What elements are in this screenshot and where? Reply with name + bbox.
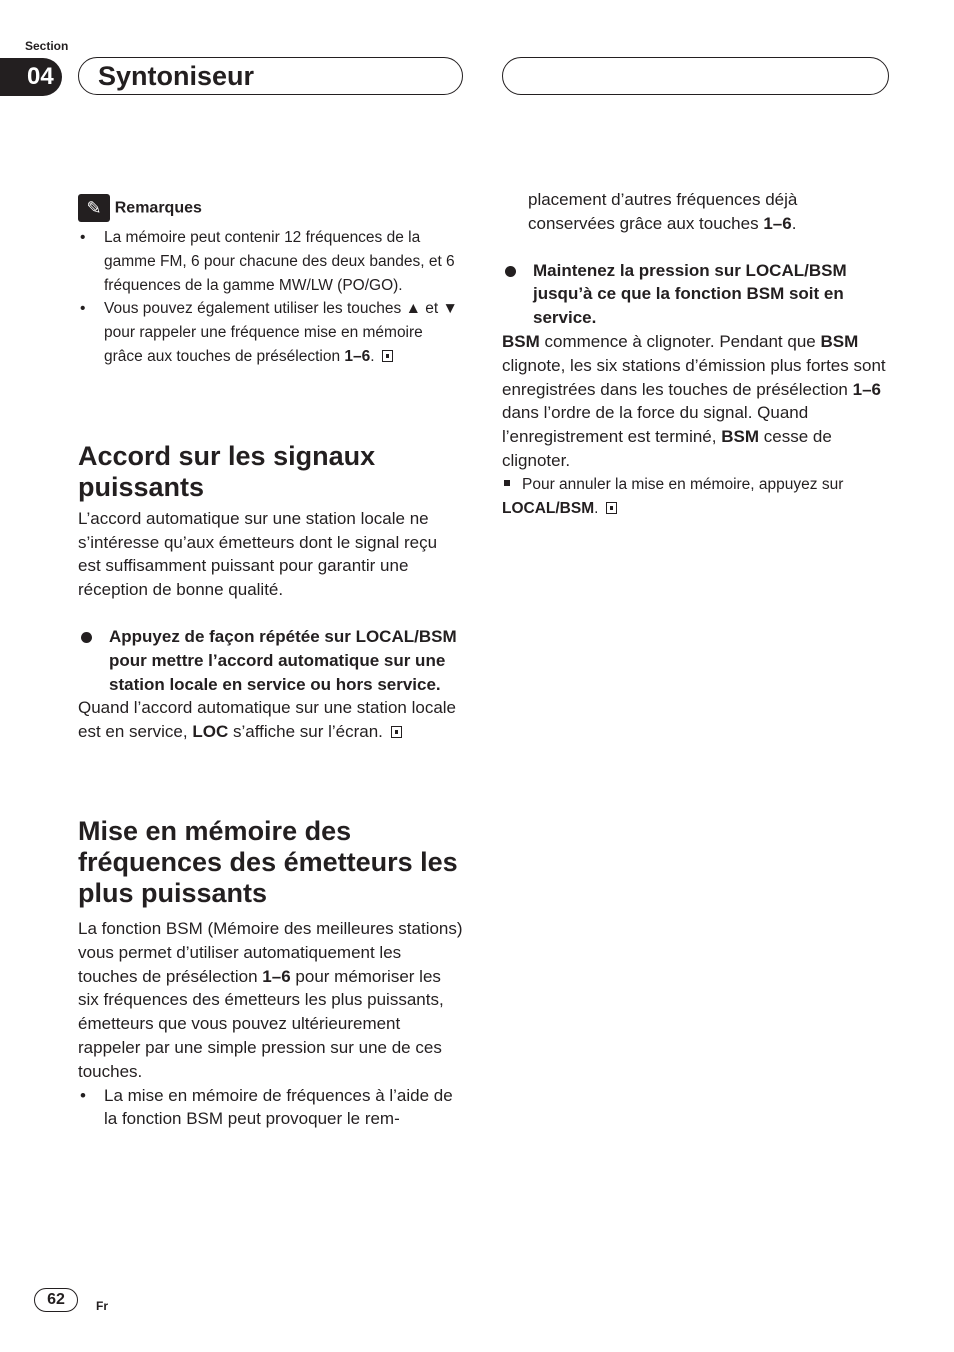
bsm-result-keys: 1–6 [852,379,881,399]
local-intro: L’accord automatique sur une station locale ne s’intéresse qu’aux émetteurs dont le signal reçu est suffisamment puissant pour garantir une réception de bonne qualité. [78,508,438,600]
bsm-intro-pre: La fonction BSM (Mémoire des meilleures stations) vous permet d’utiliser automatiquement les touches de présélection [78,918,463,986]
local-step-text: Appuyez de façon répétée sur LOCAL/BSM pour mettre l’accord automatique sur une station locale en service ou hors service. [109,626,457,694]
bsm-indicator: BSM [502,331,540,351]
bsm-bullet-text: La mise en mémoire de fréquences à l’aide de la fonction BSM peut provoquer le rem- [104,1085,453,1129]
bsm-bullet-cont-pre: placement d’autres fréquences déjà conservées grâce aux touches [528,190,798,233]
heading-bsm: Mise en mémoire des fréquences des émetteurs les plus puissants [78,815,458,908]
heading-local: Accord sur les signaux puissants [78,440,376,502]
bsm-intro-keys: 1–6 [262,966,291,986]
local-result [78,696,464,744]
bullet-dot-icon: • [80,229,86,246]
section-number-tab: 04 [0,58,62,96]
language-label: Fr [96,1299,108,1313]
bsm-cancel-end: . [594,499,599,517]
notes-heading: Remarques [114,199,202,217]
left-column [78,194,464,1131]
bsm-step [502,259,888,330]
bsm-indicator: BSM [820,331,859,351]
bsm-bullet [78,1084,464,1132]
local-step [78,625,464,696]
end-mark-icon [606,502,617,514]
step-dot-icon [81,632,92,643]
header-right-frame [502,57,889,95]
bsm-result-2: clignote, les six stations d’émission plus fortes sont enregistrées dans les touches de présélection [502,355,886,399]
loc-indicator: LOC [192,722,229,742]
bsm-indicator: BSM [721,427,759,447]
note-item-2-keys: 1–6 [344,347,371,365]
bsm-bullet-continued [502,188,888,236]
bsm-intro [78,917,464,1084]
bsm-cancel-pre: Pour annuler la mise en mémoire, appuyez sur [522,475,844,493]
bsm-result-4: cesse de clignoter. [502,427,832,470]
bsm-bullet-cont-end: . [791,213,797,233]
bsm-bullet-cont-keys: 1–6 [763,213,792,233]
bsm-result-3: dans l’ordre de la force du signal. Quand l’enregistrement est terminé, [502,403,809,447]
section-label: Section [25,39,69,53]
end-mark-icon [382,350,393,362]
bsm-cancel-key: LOCAL/BSM [502,499,595,517]
bullet-dot-icon: • [80,1085,86,1105]
note-item-1 [78,226,464,297]
note-item-2 [78,297,464,368]
bsm-result-1: commence à clignoter. Pendant que [544,331,816,351]
step-dot-icon [505,266,516,277]
local-result-pre: Quand l’accord automatique sur une station locale est en service, [78,698,457,742]
page-number: 62 [34,1288,78,1312]
local-result-post: s’affiche sur l’écran. [232,722,383,742]
end-mark-icon [391,726,402,738]
right-column [502,188,888,520]
section-title: Syntoniseur [98,61,255,91]
note-item-2-text: Vous pouvez également utiliser les touches ▲ et ▼ pour rappeler une fréquence mise en mémoire grâce aux touches de présélection [104,300,458,365]
pencil-note-icon: ✎ [78,194,110,222]
bsm-cancel-note [502,473,888,521]
bullet-dot-icon: • [80,300,86,318]
note-item-1-text: La mémoire peut contenir 12 fréquences de la gamme FM, 6 pour chacune des deux bandes, et 6 fréquences de la gamme MW/LW (PO/GO). [104,229,455,294]
note-item-2-end: . [370,347,375,365]
bsm-intro-post: pour mémoriser les six fréquences des émetteurs les plus puissants, émetteurs que vous pouvez ultérieurement rappeler par une simple pression sur une de ces touches. [78,966,444,1081]
square-bullet-icon [504,480,510,486]
bsm-step-text: Maintenez la pression sur LOCAL/BSM jusqu’à ce que la fonction BSM soit en service. [533,260,847,328]
bsm-result [502,330,888,473]
notes-header [78,194,464,222]
